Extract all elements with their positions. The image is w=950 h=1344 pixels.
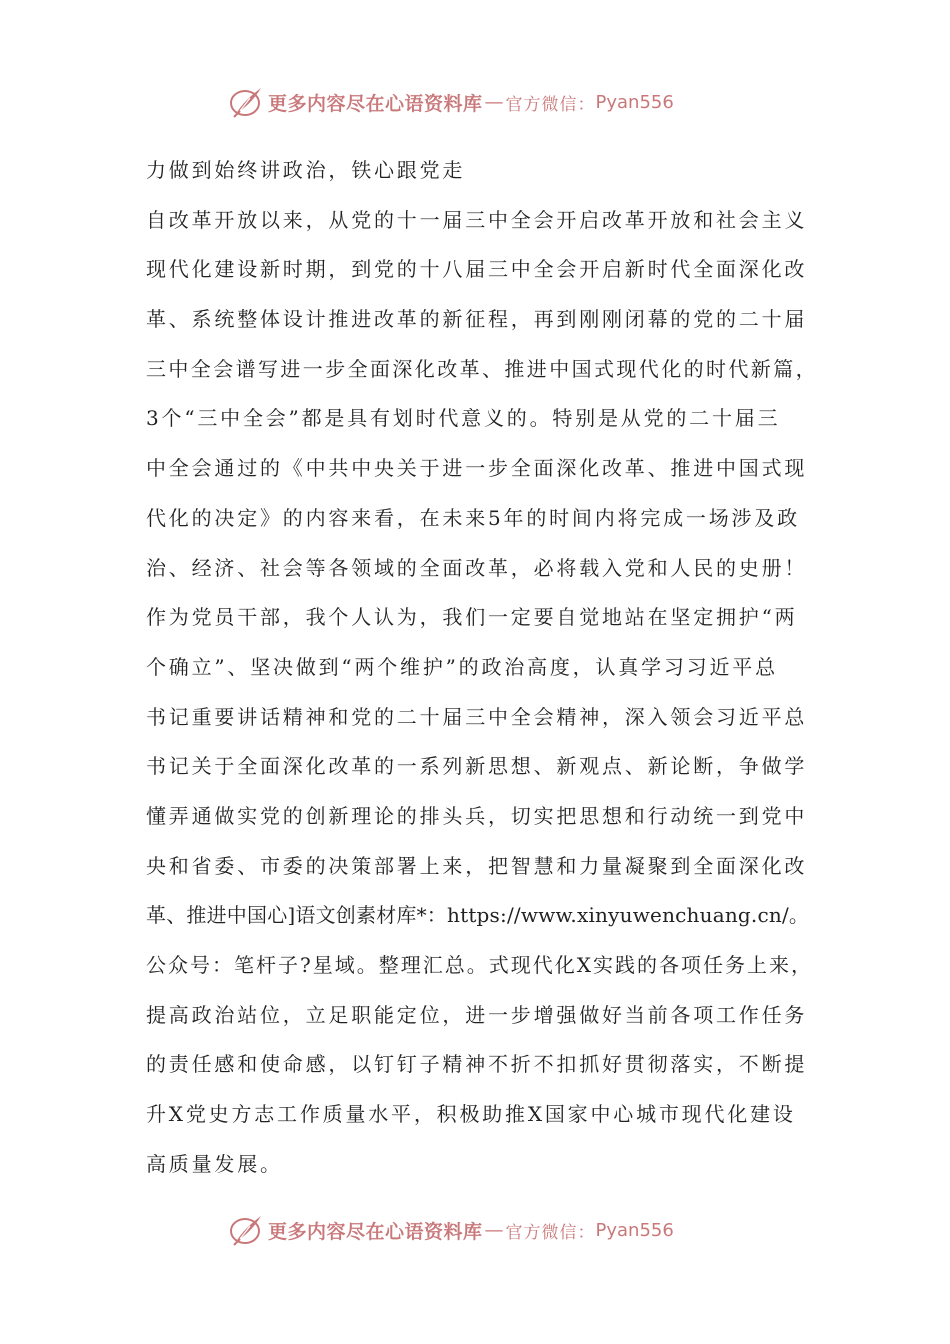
banner-official-label: 官方微信： [505, 94, 596, 115]
text-line: 现代化建设新时期，到党的十八届三中全会开启新时代全面深化改 [146, 257, 808, 282]
banner-title: 更多内容尽在心语资料库 [268, 92, 483, 115]
text-line: 革、系统整体设计推进改革的新征程，再到刚刚闭幕的党的二十届 [146, 307, 808, 332]
banner-dash: — [484, 91, 504, 113]
text-line: 作为党员干部，我个人认为，我们一定要自觉地站在坚定拥护“两 [146, 605, 798, 630]
feather-pen-logo-icon [228, 1212, 264, 1248]
text-line: 革、推进中国心]语文创素材库*：https://www.xinyuwenchuang.cn/。 [146, 903, 810, 928]
text-line: 三中全会谱写进一步全面深化改革、推进中国式现代化的时代新篇， [146, 356, 818, 381]
text-line: 书记重要讲话精神和党的二十届三中全会精神，深入领会习近平总 [146, 704, 808, 729]
text-line: 懂弄通做实党的创新理论的排头兵，切实把思想和行动统一到党中 [146, 803, 808, 828]
text-line: 书记关于全面深化改革的一系列新思想、新观点、新论断，争做学 [146, 754, 808, 779]
text-line: 中全会通过的《中共中央关于进一步全面深化改革、推进中国式现 [146, 456, 808, 481]
text-line: 3个“三中全会”都是具有划时代意义的。特别是从党的二十届三 [146, 406, 781, 431]
banner-wechat-id: Pyan556 [595, 91, 674, 113]
document-body [146, 146, 816, 1189]
text-line: 自改革开放以来，从党的十一届三中全会开启改革开放和社会主义 [146, 207, 808, 232]
text-line: 央和省委、市委的决策部署上来，把智慧和力量凝聚到全面深化改 [146, 853, 808, 878]
text-line: 提高政治站位，立足职能定位，进一步增强做好当前各项工作任务 [146, 1002, 808, 1027]
footer-watermark-banner [228, 1210, 674, 1250]
text-line: 公众号：笔杆子?星域。整理汇总。式现代化X实践的各项任务上来， [146, 953, 813, 977]
banner-wechat-id: Pyan556 [595, 1219, 674, 1241]
text-line: 个确立”、坚决做到“两个维护”的政治高度，认真学习习近平总 [146, 654, 778, 679]
banner-dash: — [484, 1219, 504, 1241]
text-line: 治、经济、社会等各领域的全面改革，必将载入党和人民的史册！ [146, 555, 808, 580]
feather-pen-logo-icon [228, 84, 264, 120]
banner-title: 更多内容尽在心语资料库 [268, 1220, 483, 1243]
text-line: 升X党史方志工作质量水平，积极助推X国家中心城市现代化建设 [146, 1102, 796, 1127]
text-line: 力做到始终讲政治，铁心跟党走 [146, 158, 466, 182]
header-watermark-banner [228, 82, 674, 122]
text-line: 代化的决定》的内容来看，在未来5年的时间内将完成一场涉及政 [146, 505, 800, 530]
banner-official-label: 官方微信： [505, 1222, 596, 1243]
text-line: 高质量发展。 [146, 1151, 283, 1176]
text-line: 的责任感和使命感，以钉钉子精神不折不扣抓好贯彻落实，不断提 [146, 1052, 808, 1077]
